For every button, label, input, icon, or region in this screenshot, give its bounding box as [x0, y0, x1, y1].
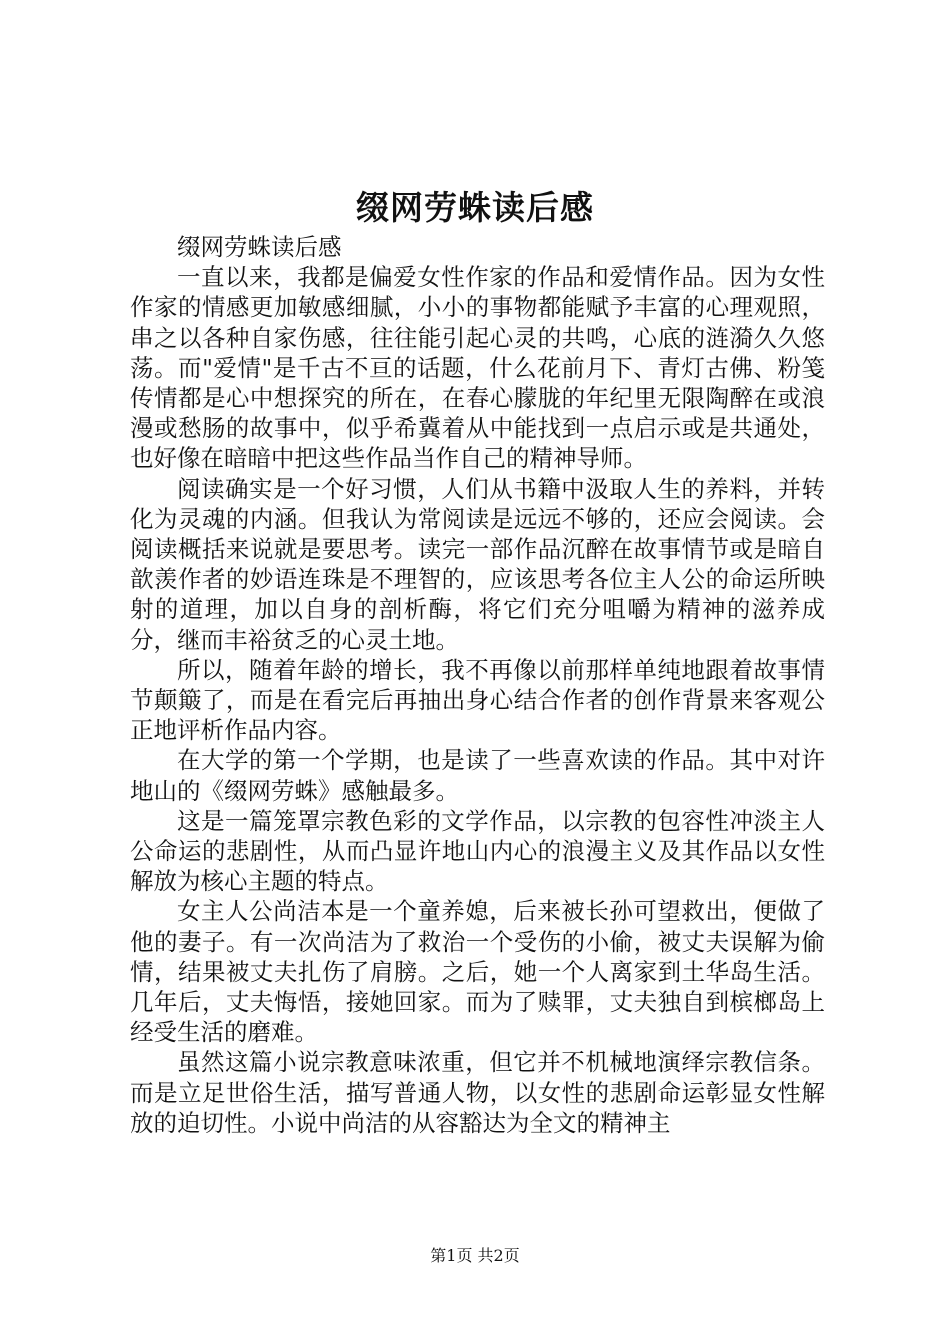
paragraph: 阅读确实是一个好习惯，人们从书籍中汲取人生的养料，并转化为灵魂的内涵。但我认为常阅读是远远不够的，还应会阅读。会阅读概括来说就是要思考。读完一部作品沉醉在故事情节或是暗自歆羡作者的妙语连珠是不理智的，应该思考各位主人公的命运所映射的道理，加以自身的剖析酶，将它们充分咀嚼为精神的滋养成分，继而丰裕贫乏的心灵土地。 — [130, 474, 825, 654]
document-title: 缀网劳蛛读后感 — [356, 188, 594, 227]
document-body — [130, 232, 825, 1138]
paragraph: 虽然这篇小说宗教意味浓重，但它并不机械地演绎宗教信条。而是立足世俗生活，描写普通人物，以女性的悲剧命运彰显女性解放的迫切性。小说中尚洁的从容豁达为全文的精神主 — [130, 1048, 825, 1137]
paragraph: 所以，随着年龄的增长，我不再像以前那样单纯地跟着故事情节颠簸了，而是在看完后再抽出身心结合作者的创作背景来客观公正地评析作品内容。 — [130, 655, 825, 745]
paragraph: 一直以来，我都是偏爱女性作家的作品和爱情作品。因为女性作家的情感更加敏感细腻，小小的事物都能赋予丰富的心理观照，串之以各种自家伤感，往往能引起心灵的共鸣，心底的涟漪久久悠荡。而"爱情"是千古不亘的话题，什么花前月下、青灯古佛、粉笺传情都是心中想探究的所在，在春心朦胧的年纪里无限陶醉在或浪漫或愁肠的故事中，似乎希冀着从中能找到一点启示或是共通处，也好像在暗暗中把这些作品当作自己的精神导师。 — [130, 263, 825, 473]
paragraph: 这是一篇笼罩宗教色彩的文学作品，以宗教的包容性冲淡主人公命运的悲剧性，从而凸显许地山内心的浪漫主义及其作品以女性解放为核心主题的特点。 — [130, 806, 825, 896]
paragraph-subtitle: 缀网劳蛛读后感 — [177, 233, 342, 261]
paragraph: 女主人公尚洁本是一个童养媳，后来被长孙可望救出，便做了他的妻子。有一次尚洁为了救治一个受伤的小偷，被丈夫误解为偷情，结果被丈夫扎伤了肩膀。之后，她一个人离家到土华岛生活。几年后，丈夫悔悟，接她回家。而为了赎罪，丈夫独自到槟榔岛上经受生活的磨难。 — [130, 897, 825, 1047]
page-number-footer: 第1页 共2页 — [430, 1246, 520, 1265]
paragraph: 在大学的第一个学期，也是读了一些喜欢读的作品。其中对许地山的《缀网劳蛛》感触最多。 — [130, 746, 825, 805]
